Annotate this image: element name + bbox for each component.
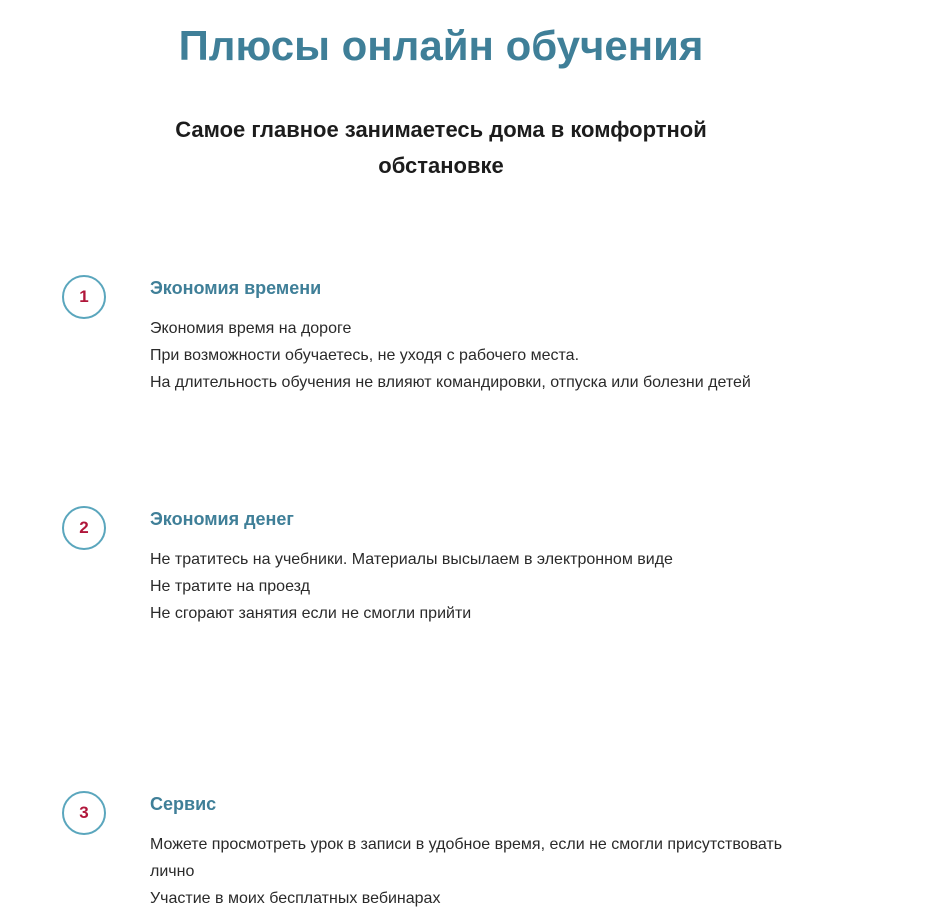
feature-line: Экономия время на дороге [150,320,352,337]
feature-line: При возможности обучаетесь, не уходя с рабочего места. [150,347,580,364]
feature-line: Не тратите на проезд [150,578,310,595]
feature-description [150,546,790,627]
feature-description [150,831,790,912]
step-number-badge: 1 [62,275,106,319]
step-number-badge: 3 [62,791,106,835]
page-subtitle: Самое главное занимаетесь дома в комфортной обстановке [175,117,707,178]
feature-line: На длительность обучения не влияют командировки, отпуска или болезни детей [150,374,751,391]
feature-description [150,315,790,396]
feature-title: Сервис [150,794,217,814]
step-number-badge: 2 [62,506,106,550]
feature-title: Экономия денег [150,509,294,529]
feature-line: Можете просмотреть урок в записи в удобное время, если не смогли присутствовать лично [150,836,783,880]
feature-line: Участие в моих бесплатных вебинарах [150,890,441,907]
feature-title: Экономия времени [150,278,322,298]
feature-line: Не сгорают занятия если не смогли прийти [150,605,472,622]
page-title: Плюсы онлайн обучения [178,22,704,69]
feature-line: Не тратитесь на учебники. Материалы высылаем в электронном виде [150,551,673,568]
